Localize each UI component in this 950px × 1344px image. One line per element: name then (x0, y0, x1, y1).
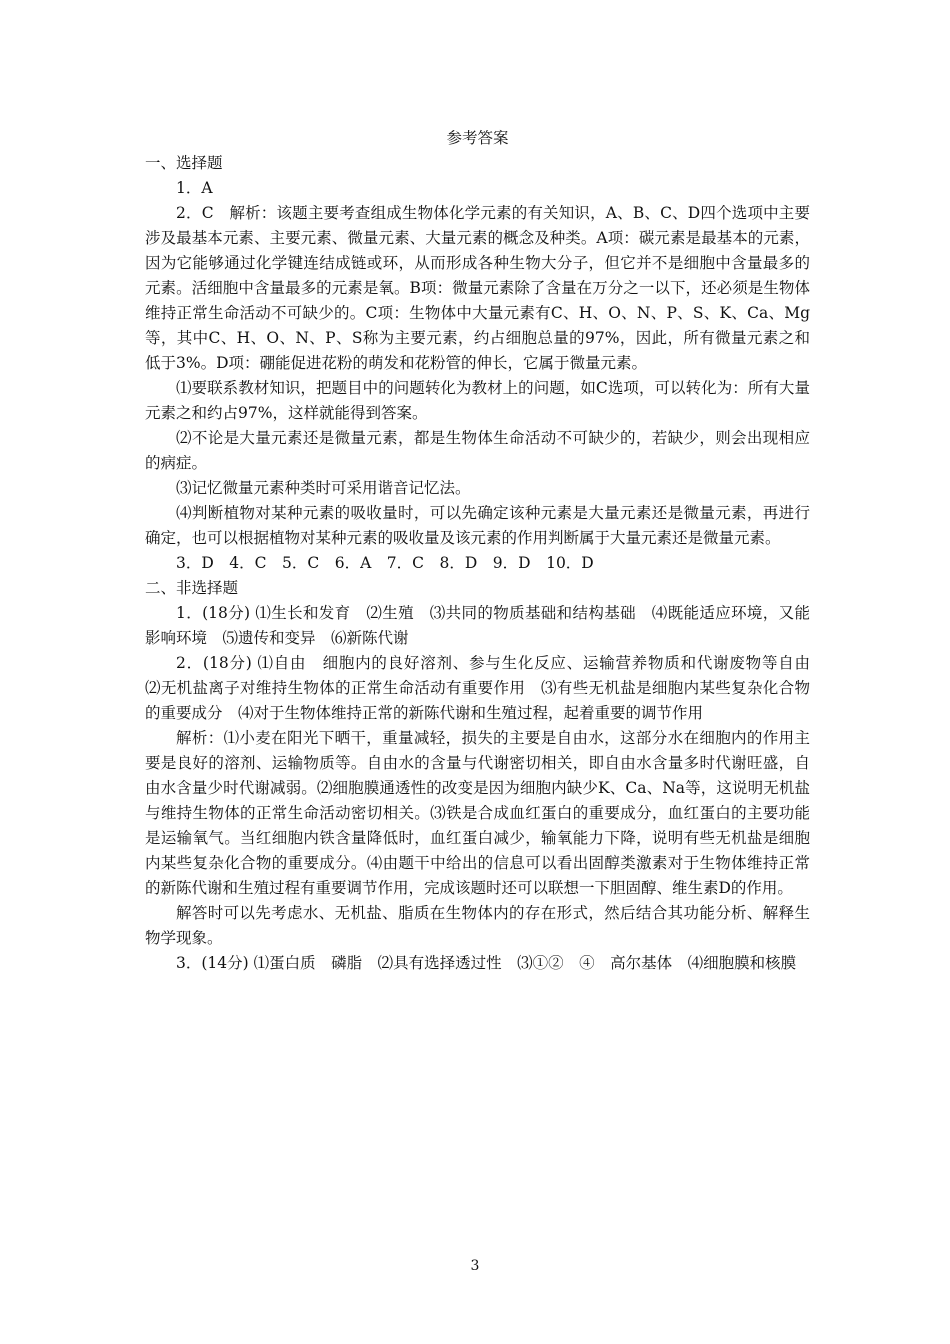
answer-nq1: 1．(18分) ⑴生长和发育 ⑵生殖 ⑶共同的物质基础和结构基础 ⑷既能适应环境，又能影响环境 ⑸遗传和变异 ⑹新陈代谢 (145, 604, 810, 647)
tip-4: ⑷判断植物对某种元素的吸收量时，可以先确定该种元素是大量元素还是微量元素，再进行确定，也可以根据植物对某种元素的吸收量及该元素的作用判断属于大量元素还是微量元素。 (145, 504, 810, 547)
tip-nq2: 解答时可以先考虑水、无机盐、脂质在生物体内的存在形式，然后结合其功能分析、解释生物学现象。 (145, 904, 810, 947)
tip-2: ⑵不论是大量元素还是微量元素，都是生物体生命活动不可缺少的，若缺少，则会出现相应的病症。 (145, 429, 810, 472)
tip-1: ⑴要联系教材知识，把题目中的问题转化为教材上的问题，如C选项，可以转化为：所有大量元素之和约占97%，这样就能得到答案。 (145, 379, 810, 422)
tip-3: ⑶记忆微量元素种类时可采用谐音记忆法。 (176, 479, 471, 497)
analysis-nq2: 解析：⑴小麦在阳光下晒干，重量减轻，损失的主要是自由水，这部分水在细胞内的作用主要是良好的溶剂、运输物质等。自由水的含量与代谢密切相关，即自由水含量多时代谢旺盛，自由水含量少时代谢减弱。⑵细胞膜通透性的改变是因为细胞内缺少K、Ca、Na等，这说明无机盐与维持生物体的正常生命活动密切相关。⑶铁是合成血红蛋白的重要成分，血红蛋白的主要功能是运输氧气。当红细胞内铁含量降低时，血红蛋白减少，输氧能力下降，说明有些无机盐是细胞内某些复杂化合物的重要成分。⑷由题干中给出的信息可以看出固醇类激素对于生物体维持正常的新陈代谢和生殖过程有重要调节作用，完成该题时还可以联想一下胆固醇、维生素D的作用。 (145, 729, 810, 897)
section-heading-choice: 一、选择题 (145, 154, 223, 172)
section-heading-non-choice: 二、非选择题 (145, 579, 239, 597)
answers-q3-q10: 3．D 4．C 5．C 6．A 7．C 8．D 9．D 10．D (176, 554, 594, 572)
answer-nq3: 3．(14分) ⑴蛋白质 磷脂 ⑵具有选择透过性 ⑶①② ④ 高尔基体 ⑷细胞膜和核膜 (176, 954, 797, 972)
page-title: 参考答案 (446, 129, 509, 147)
page-number: 3 (470, 1258, 480, 1274)
answer-q2: 2．C 解析：该题主要考查组成生物体化学元素的有关知识，A、B、C、D四个选项中主要涉及最基本元素、主要元素、微量元素、大量元素的概念及种类。A项：碳元素是最基本的元素，因为它能够通过化学键连结成链或环，从而形成各种生物大分子，但它并不是细胞中含量最多的元素。活细胞中含量最多的元素是氧。B项：微量元素除了含量在万分之一以下，还必须是生物体维持正常生命活动不可缺少的。C项：生物体中大量元素有C、H、O、N、P、S、K、Ca、Mg等，其中C、H、O、N、P、S称为主要元素，约占细胞总量的97%，因此，所有微量元素之和低于3%。D项：硼能促进花粉的萌发和花粉管的伸长，它属于微量元素。 (145, 204, 810, 372)
document-content (145, 126, 826, 976)
answer-nq2: 2．(18分) ⑴自由 细胞内的良好溶剂、参与生化反应、运输营养物质和代谢废物等自由 ⑵无机盐离子对维持生物体的正常生命活动有重要作用 ⑶有些无机盐是细胞内某些复杂化合物的重要成分 ⑷对于生物体维持正常的新陈代谢和生殖过程，起着重要的调节作用 (145, 654, 826, 722)
answer-q1: 1．A (176, 179, 213, 197)
